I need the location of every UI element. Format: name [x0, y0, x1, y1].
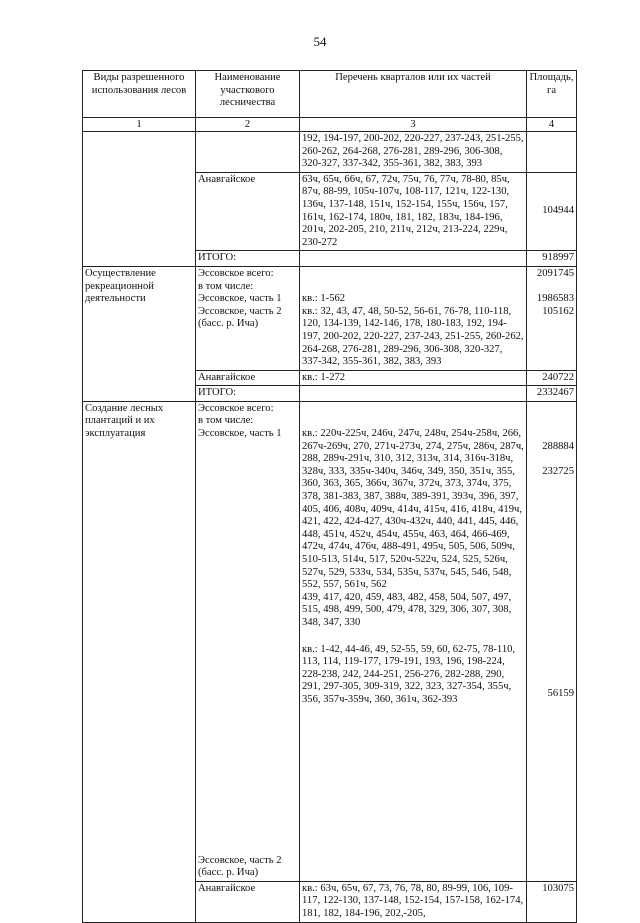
forestry-name-cell	[196, 132, 300, 173]
column-number: 2	[196, 118, 300, 132]
quarters-cell: 192, 194-197, 200-202, 220-227, 237-243, 251-255, 260-262, 264-268, 276-281, 289-296, 306-308, 320-327, 337-342, 355-361, 382, 383, 393	[300, 132, 527, 173]
header-forestry-name: Наименование участкового лесничества	[196, 71, 300, 118]
forestry-name-cell: Анавгайское	[196, 172, 300, 251]
total-area: 918997	[527, 251, 577, 267]
page-number: 54	[313, 34, 327, 49]
quarters-cell: кв.: 63ч, 65ч, 67, 73, 76, 78, 80, 89-99, 106, 109-117, 122-130, 137-148, 152-154, 157-158, 162-174, 181, 182, 184-196, 202,-205,	[300, 881, 527, 922]
area-cell: 288884 232725 56159	[527, 401, 577, 881]
table-row	[83, 266, 577, 370]
header-area: Площадь, га	[527, 71, 577, 118]
area-cell: 240722	[527, 370, 577, 386]
table-header-row	[83, 71, 577, 118]
use-type-cell: Создание лесных плантаций и их эксплуатация	[83, 401, 196, 922]
column-number: 4	[527, 118, 577, 132]
forest-use-table	[82, 70, 577, 923]
column-number-row	[83, 118, 577, 132]
quarters-cell: кв.: 1-272	[300, 370, 527, 386]
quarters-cell: кв.: 1-562 кв.: 32, 43, 47, 48, 50-52, 56-61, 76-78, 110-118, 120, 134-139, 142-146, 178, 180-183, 192, 194-197, 200-202, 220-227, 237-243, 251-255, 260-262, 264-268, 276-281, 289-296, 306-308, 320-327, 337-342, 355-361, 382, 383, 393	[300, 266, 527, 370]
area-cell	[527, 132, 577, 173]
total-label: ИТОГО:	[196, 251, 300, 267]
table-row	[83, 132, 577, 173]
quarters-cell: кв.: 220ч-225ч, 246ч, 247ч, 248ч, 254ч-258ч, 266, 267ч-269ч, 270, 271ч-273ч, 274, 275ч, 286ч, 287ч, 288, 289ч-291ч, 310, 312, 313ч, 314, 316ч-318ч, 328ч, 333, 335ч-340ч, 346ч, 349, 350, 351ч, 355, 360, 363, 365, 366ч, 367ч, 372ч, 373, 374ч, 375, 378, 381-383, 387, 388ч, 389-391, 393ч, 396, 397, 405, 406, 408ч, 409ч, 414ч, 415ч, 416, 418ч, 419ч, 421, 422, 424-427, 430ч-432ч, 440, 441, 445, 446, 448, 451ч, 452ч, 454ч, 455ч, 463, 464, 466-469, 472ч, 474ч, 476ч, 488-491, 495ч, 505, 506, 509ч, 510-513, 514ч, 517, 520ч-522ч, 524, 525, 526ч, 527ч, 529, 533ч, 534, 535ч, 537ч, 545, 546, 548, 552, 557, 561ч, 562 439, 417, 420, 459, 483, 482, 458, 504, 507, 497, 515, 498, 499, 500, 479, 478, 329, 306, 307, 308, 348, 347, 330 кв.: 1-42, 44-46, 49, 52-55, 59, 60, 62-75, 78-110, 113, 114, 119-177, 179-191, 193, 196, 198-224, 228-238, 242, 244-251, 256-276, 282-288, 290, 291, 297-305, 309-319, 322, 323, 327-354, 355ч, 356, 357ч-359ч, 360, 361ч, 362-393	[300, 401, 527, 881]
quarters-cell: 63ч, 65ч, 66ч, 67, 72ч, 75ч, 76, 77ч, 78-80, 85ч, 87ч, 88-99, 105ч-107ч, 108-117, 121ч, 122-130, 136ч, 137-148, 151ч, 152-154, 155ч, 156ч, 157, 161ч, 162-174, 180ч, 181, 182, 183ч, 184-196, 201ч, 202-205, 210, 211ч, 212ч, 213-224, 229ч, 230-272	[300, 172, 527, 251]
area-cell: 103075	[527, 881, 577, 922]
forestry-name-cell: Анавгайское	[196, 370, 300, 386]
table-row	[83, 401, 577, 881]
total-area: 2332467	[527, 386, 577, 402]
area-cell: 104944	[527, 172, 577, 251]
quarters-cell	[300, 251, 527, 267]
header-quarters-list: Перечень кварталов или их частей	[300, 71, 527, 118]
column-number: 1	[83, 118, 196, 132]
quarters-cell	[300, 386, 527, 402]
forestry-name-cell: Анавгайское	[196, 881, 300, 922]
header-use-type: Виды разрешенного использования лесов	[83, 71, 196, 118]
forestry-name-cell: Эссовское всего: в том числе: Эссовское, часть 1 Эссовское, часть 2 (басс. р. Ича)	[196, 266, 300, 370]
forestry-name-cell: Эссовское всего: в том числе: Эссовское, часть 1 Эссовское, часть 2 (басс. р. Ича)	[196, 401, 300, 881]
column-number: 3	[300, 118, 527, 132]
area-cell: 2091745 1986583 105162	[527, 266, 577, 370]
use-type-cell: Осуществление рекреационной деятельности	[83, 266, 196, 401]
total-label: ИТОГО:	[196, 386, 300, 402]
use-type-cell	[83, 132, 196, 267]
